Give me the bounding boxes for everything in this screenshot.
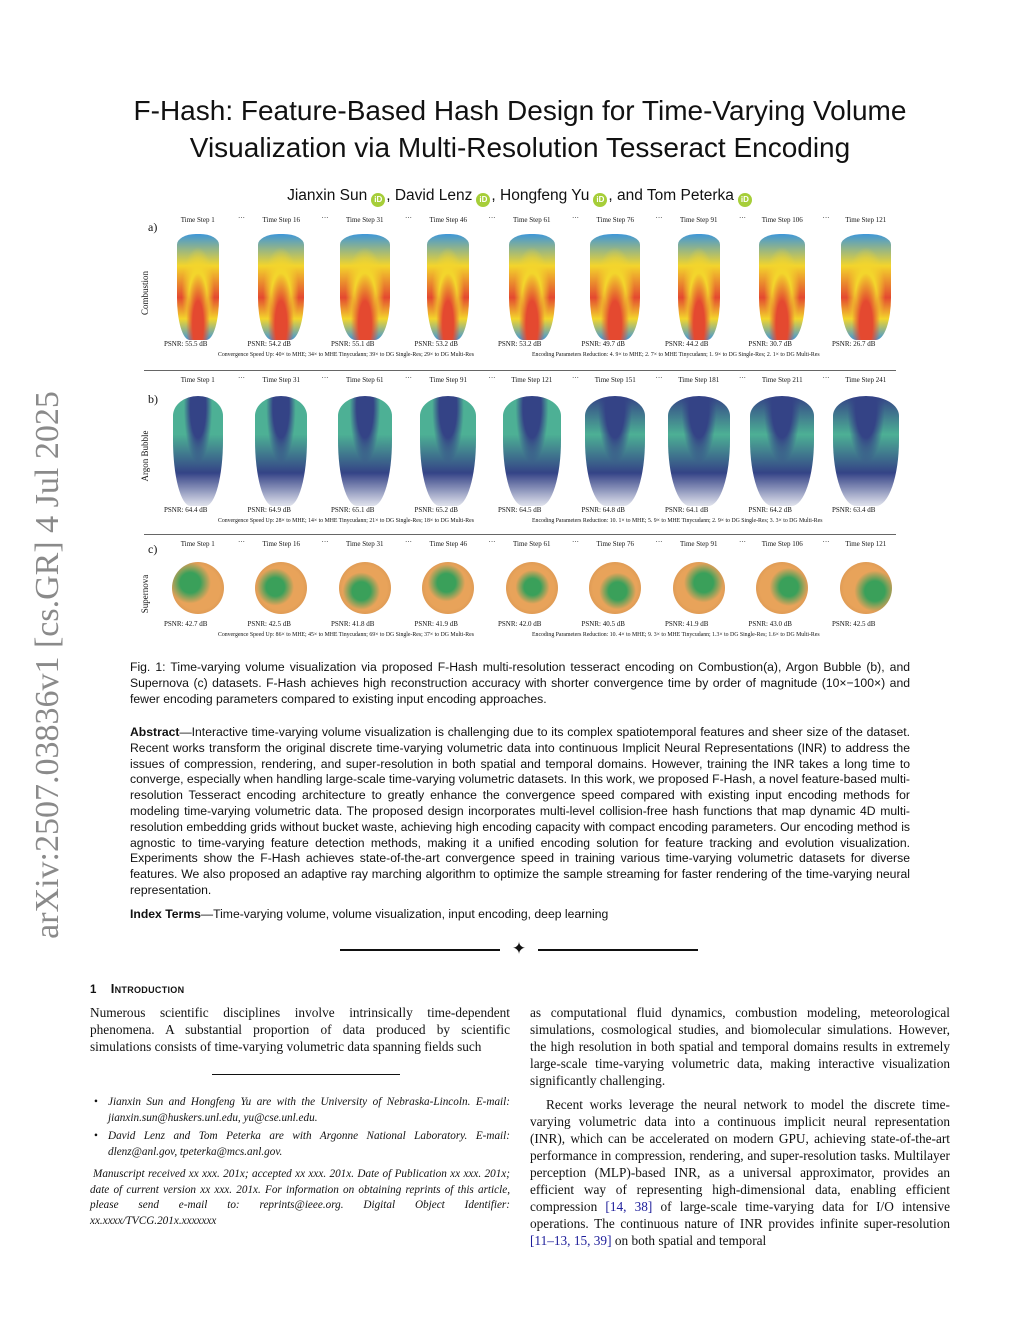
paragraph-text: on both spatial and temporal — [611, 1233, 767, 1248]
volume-render-image — [172, 562, 224, 614]
section-separator — [340, 940, 698, 960]
time-step-label: Time Step 181 — [678, 376, 720, 384]
convergence-note: Convergence Speed Up: 28× to MHE; 14× to MHE Tinycudann; 21× to DG Single-Res; 18× to DG Multi-Res — [218, 518, 474, 524]
figure-1 — [130, 214, 900, 648]
orcid-icon[interactable]: iD — [738, 193, 752, 207]
psnr-label: PSNR: 43.0 dB — [748, 620, 792, 628]
time-step-label: Time Step 91 — [429, 376, 467, 384]
ellipsis-icon: ··· — [822, 538, 830, 546]
ellipsis-icon: ··· — [822, 374, 830, 382]
volume-render-image — [841, 234, 891, 340]
ellipsis-icon: ··· — [238, 214, 245, 222]
author-4[interactable]: Tom Peterka — [646, 187, 734, 204]
index-terms — [130, 907, 910, 921]
time-step-label: Time Step 31 — [346, 540, 384, 548]
volume-render-image — [258, 234, 304, 340]
psnr-label: PSNR: 64.1 dB — [665, 506, 709, 514]
ellipsis-icon: ··· — [655, 214, 663, 222]
psnr-label: PSNR: 26.7 dB — [832, 340, 876, 348]
volume-render-image — [509, 234, 555, 340]
section-title: Introduction — [110, 981, 185, 996]
ellipsis-icon: ··· — [488, 214, 496, 222]
volume-render-image — [339, 562, 391, 614]
panel-label: a) — [148, 220, 158, 234]
psnr-label: PSNR: 53.2 dB — [414, 340, 458, 348]
arxiv-id: arXiv:2507.03836v1 [cs.GR] 4 Jul 2025 — [29, 391, 66, 939]
psnr-label: PSNR: 42.5 dB — [247, 620, 291, 628]
volume-render-image — [840, 562, 892, 614]
author-separator: , — [491, 187, 501, 204]
time-step-label: Time Step 121 — [845, 540, 887, 548]
psnr-label: PSNR: 40.5 dB — [581, 620, 625, 628]
paper-title — [90, 92, 950, 166]
volume-render-image — [833, 396, 899, 506]
panel-divider — [144, 534, 896, 535]
psnr-label: PSNR: 55.1 dB — [331, 340, 375, 348]
author-separator: , — [386, 187, 395, 204]
convergence-note: Convergence Speed Up: 40× to MHE; 34× to MHE Tinycudann; 39× to DG Single-Res; 29× to DG Multi-Res — [218, 352, 474, 358]
ellipsis-icon: ··· — [405, 374, 412, 382]
citation-link[interactable]: [14, 38] — [605, 1199, 653, 1214]
psnr-label: PSNR: 41.8 dB — [331, 620, 375, 628]
volume-render-image — [422, 562, 474, 614]
time-step-label: Time Step 46 — [429, 216, 467, 224]
abstract — [130, 725, 910, 899]
time-step-label: Time Step 151 — [594, 376, 636, 384]
volume-render-image — [673, 562, 725, 614]
psnr-label: PSNR: 42.7 dB — [164, 620, 208, 628]
paragraph-text: of large-scale time-varying data for I/O intensive operations. The continuous nature of INR provides infinite super-resolution — [530, 1199, 950, 1231]
time-step-label: Time Step 106 — [761, 216, 803, 224]
volume-render-image — [427, 234, 469, 340]
time-step-label: Time Step 61 — [513, 540, 551, 548]
panel-label: b) — [148, 392, 158, 406]
psnr-label: PSNR: 44.2 dB — [665, 340, 709, 348]
ellipsis-icon: ··· — [321, 214, 329, 222]
volume-render-image — [759, 234, 805, 340]
time-step-label: Time Step 121 — [511, 376, 553, 384]
ellipsis-icon: ··· — [572, 214, 579, 222]
footnote-2-text: David Lenz and Tom Peterka are with Argonne National Laboratory. E-mail: dlenz@anl.gov, tpeterka@mcs.anl.gov. — [108, 1130, 510, 1158]
parameter-note: Encoding Parameters Reduction: 4. 9× to MHE; 2. 7× to MHE Tinycudann; 1. 9× to DG Single-Res; 2. 1× to DG Multi-Res — [532, 352, 820, 358]
ellipsis-icon: ··· — [405, 214, 412, 222]
time-step-label: Time Step 31 — [346, 216, 384, 224]
psnr-label: PSNR: 65.2 dB — [414, 506, 458, 514]
row-label-text: Supernova — [140, 574, 150, 614]
psnr-label: PSNR: 42.5 dB — [832, 620, 876, 628]
time-step-label: Time Step 91 — [680, 540, 718, 548]
abstract-text: —Interactive time-varying volume visualization is challenging due to its complex spatiotemporal features and sheer size of the dataset. Recent works transform the original discrete time-varying volumetric data into continuous Implicit Neural Representations (INR) to address the issues of compression, rendering, and super-resolution in both spatial and temporal domains. However, training the INR takes a long time to converge, especially when handling large-scale time-varying volumetric datasets. In this work, we proposed F-Hash, a novel feature-based multi-resolution Tesseract encoding architecture to greatly enhance the convergence speed compared with existing input encoding methods for modeling time-varying volumetric data. The proposed design incorporates multi-level collision-free hash functions that map dynamic 4D multi-resolution embedding grids without bucket waste, achieving high encoding capacity with compact encoding parameters. Our encoding method is agnostic to time-varying feature detection methods, making it a unified encoding solution for feature tracking and evolution visualization. Experiments show the F-Hash achieves state-of-the-art convergence speed in training various time-varying volumetric datasets for diverse features. We also proposed an adaptive ray marching algorithm to optimize the sample streaming for faster rendering of the time-varying neural representation. — [130, 725, 910, 897]
time-step-label: Time Step 1 — [180, 540, 215, 548]
psnr-label: PSNR: 30.7 dB — [748, 340, 792, 348]
time-step-label: Time Step 31 — [262, 376, 300, 384]
section-heading — [90, 981, 184, 996]
time-step-label: Time Step 211 — [761, 376, 803, 384]
time-step-label: Time Step 241 — [845, 376, 887, 384]
ellipsis-icon: ··· — [238, 538, 245, 546]
time-step-label: Time Step 61 — [513, 216, 551, 224]
bullet-icon: • — [94, 1096, 98, 1108]
convergence-note: Convergence Speed Up: 86× to MHE; 45× to MHE Tinycudann; 69× to DG Single-Res; 37× to DG Multi-Res — [218, 632, 474, 638]
psnr-label: PSNR: 63.4 dB — [832, 506, 876, 514]
volume-render-image — [678, 234, 720, 340]
orcid-icon[interactable]: iD — [593, 193, 607, 207]
psnr-label: PSNR: 64.8 dB — [581, 506, 625, 514]
psnr-label: PSNR: 65.1 dB — [331, 506, 375, 514]
psnr-label: PSNR: 55.5 dB — [164, 340, 208, 348]
volume-render-image — [255, 562, 307, 614]
psnr-label: PSNR: 41.9 dB — [414, 620, 458, 628]
time-step-label: Time Step 61 — [346, 376, 384, 384]
psnr-label: PSNR: 64.4 dB — [164, 506, 208, 514]
ellipsis-icon: ··· — [739, 374, 746, 382]
volume-render-image — [668, 396, 730, 506]
psnr-label: PSNR: 64.2 dB — [748, 506, 792, 514]
psnr-label: PSNR: 54.2 dB — [247, 340, 291, 348]
volume-render-image — [255, 396, 307, 506]
author-list — [90, 187, 950, 207]
time-step-label: Time Step 106 — [761, 540, 803, 548]
time-step-label: Time Step 91 — [680, 216, 718, 224]
separator-line-left — [340, 949, 500, 951]
psnr-label: PSNR: 49.7 dB — [581, 340, 625, 348]
intro-right-paragraph-1: as computational fluid dynamics, combustion modeling, meteorological simulations, cosmological studies, and biomolecular simulations. However, the high resolution in both spatial and temporal domains results in extremely large-scale time-varying volumetric data, making interactive visualization significantly challenging. — [530, 1005, 950, 1088]
separator-star-icon: ✦ — [511, 939, 527, 959]
ellipsis-icon: ··· — [655, 374, 663, 382]
volume-render-image — [590, 234, 640, 340]
parameter-note: Encoding Parameters Reduction: 10. 1× to MHE; 5. 9× to MHE Tinycudann; 2. 9× to DG Single-Res; 3. 3× to DG Multi-Res — [532, 518, 823, 524]
time-step-label: Time Step 16 — [262, 216, 300, 224]
ellipsis-icon: ··· — [572, 538, 579, 546]
volume-render-image — [177, 234, 219, 340]
title-line-2: Visualization via Multi-Resolution Tesseract Encoding — [189, 132, 851, 163]
psnr-label: PSNR: 53.2 dB — [498, 340, 542, 348]
index-terms-label: Index Terms — [130, 907, 201, 921]
bullet-icon: • — [94, 1130, 98, 1142]
figure-caption: Fig. 1: Time-varying volume visualization via proposed F-Hash multi-resolution tesseract encoding on Combustion(a), Argon Bubble (b), and Supernova (c) datasets. F-Hash achieves high reconstruction accuracy with shorter convergence time by order of magnitude (10×−100×) and fewer encoding parameters compared to existing input encoding approaches. — [130, 660, 910, 706]
psnr-label: PSNR: 42.0 dB — [498, 620, 542, 628]
figure-panel-2 — [130, 374, 900, 532]
time-step-label: Time Step 121 — [845, 216, 887, 224]
ellipsis-icon: ··· — [321, 538, 329, 546]
index-terms-text: —Time-varying volume, volume visualization, input encoding, deep learning — [200, 907, 609, 921]
volume-render-image — [589, 562, 641, 614]
ellipsis-icon: ··· — [405, 538, 412, 546]
volume-render-image — [750, 396, 814, 506]
author-separator: , and — [608, 187, 647, 204]
panel-label: c) — [148, 542, 158, 556]
title-line-1: F-Hash: Feature-Based Hash Design for Time-Varying Volume — [133, 95, 907, 126]
time-step-label: Time Step 16 — [262, 540, 300, 548]
arxiv-stamp — [18, 380, 78, 950]
time-step-label: Time Step 76 — [596, 216, 634, 224]
footnote-1 — [90, 1095, 510, 1126]
volume-render-image — [173, 396, 223, 506]
paragraph-text: Recent works leverage the neural network to model the discrete time-varying volumetric data into a continuous implicit neural representation (INR), which can be accelerated on modern GPU, achieving state-of-the-art performance in compression, rendering, and super-resolution tasks. Multilayer perception (MLP)-based INR, as a universal approximator, provides an efficient way of representing high-dimensional data, enabling efficient compression — [530, 1097, 950, 1214]
ellipsis-icon: ··· — [488, 374, 496, 382]
footnote-rule — [212, 1074, 400, 1075]
volume-render-image — [503, 396, 561, 506]
figure-panel-3 — [130, 538, 900, 646]
figure-panel-1 — [130, 214, 900, 366]
footnote-1-text: Jianxin Sun and Hongfeng Yu are with the University of Nebraska-Lincoln. E-mail: jianxin.sun@huskers.unl.edu, yu@cse.unl.edu. — [108, 1096, 510, 1124]
ellipsis-icon: ··· — [238, 374, 245, 382]
volume-render-image — [420, 396, 476, 506]
volume-render-image — [340, 234, 390, 340]
intro-right-paragraph-2 — [530, 1096, 950, 1249]
orcid-icon[interactable]: iD — [371, 193, 385, 207]
time-step-label: Time Step 76 — [596, 540, 634, 548]
row-label-text: Argon Bubble — [140, 430, 150, 482]
separator-line-right — [538, 949, 698, 951]
volume-render-image — [756, 562, 808, 614]
manuscript-note: Manuscript received xx xxx. 201x; accepted xx xxx. 201x. Date of Publication xx xxx. 201x; date of current version xx xxx. 201x. For information on obtaining reprints of this article, please send e-mail to: reprints@ieee.org. Digital Object Identifier: xx.xxxx/TVCG.201x.xxxxxxx — [90, 1168, 510, 1227]
ellipsis-icon: ··· — [321, 374, 329, 382]
author-1[interactable]: Jianxin Sun — [287, 187, 368, 204]
section-number: 1 — [90, 984, 97, 996]
ellipsis-icon: ··· — [739, 538, 746, 546]
ellipsis-icon: ··· — [822, 214, 830, 222]
psnr-label: PSNR: 41.9 dB — [665, 620, 709, 628]
abstract-label: Abstract — [130, 725, 180, 739]
volume-render-image — [338, 396, 392, 506]
ellipsis-icon: ··· — [655, 538, 663, 546]
parameter-note: Encoding Parameters Reduction: 10. 4× to MHE; 9. 3× to MHE Tinycudann; 1.3× to DG Single-Res; 1.6× to DG Multi-Res — [532, 632, 820, 638]
psnr-label: PSNR: 64.9 dB — [247, 506, 291, 514]
time-step-label: Time Step 1 — [180, 376, 215, 384]
intro-left-paragraph: Numerous scientific disciplines involve intrinsically time-dependent phenomena. A substantial proportion of data produced by scientific simulations consists of time-varying volumetric data spanning fields such — [90, 1005, 510, 1054]
row-label-text: Combustion — [140, 271, 150, 316]
orcid-icon[interactable]: iD — [476, 193, 490, 207]
psnr-label: PSNR: 64.5 dB — [498, 506, 542, 514]
ellipsis-icon: ··· — [739, 214, 746, 222]
author-2[interactable]: David Lenz — [394, 187, 473, 204]
time-step-label: Time Step 1 — [180, 216, 215, 224]
ellipsis-icon: ··· — [572, 374, 579, 382]
time-step-label: Time Step 46 — [429, 540, 467, 548]
citation-link[interactable]: [11–13, 15, 39] — [530, 1233, 612, 1248]
footnote-2 — [90, 1129, 510, 1160]
panel-divider — [144, 370, 896, 371]
volume-render-image — [506, 562, 558, 614]
volume-render-image — [585, 396, 645, 506]
ellipsis-icon: ··· — [488, 538, 496, 546]
author-3[interactable]: Hongfeng Yu — [500, 187, 590, 204]
